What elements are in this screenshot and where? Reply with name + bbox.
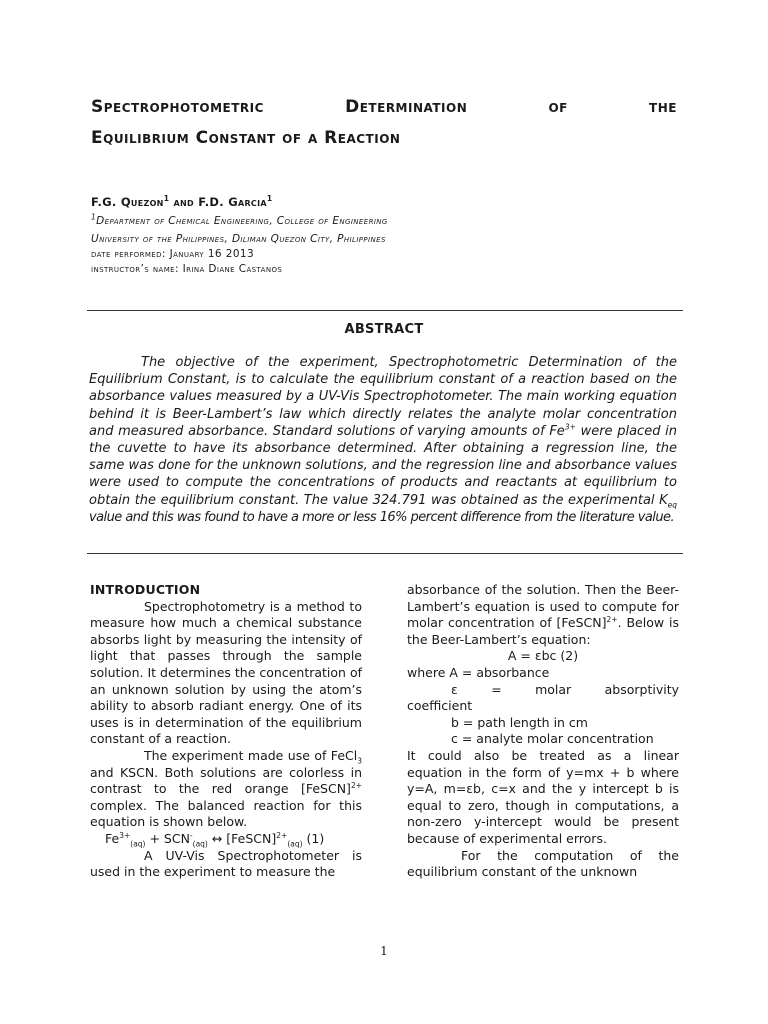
right-paragraph-2: It could also be treated as a linear equation in the form of y=mx + b where y=A, m=εb, c=x and the y intercept b is equal to zero, though in computations, a non-zero y-intercept would be present because of experimental errors. xyxy=(407,747,679,846)
intro-paragraph-2: The experiment made use of FeCl$_3$ and KSCN. Both solutions are colorless in contrast to the red orange [FeSCN]$^{2+}$ complex. The balanced reaction for this equation is shown below. xyxy=(90,747,362,830)
instructor-name: instructor’s name: Irina Diane Castanos xyxy=(91,263,283,275)
title-line-2: Equilibrium Constant of a Reaction xyxy=(91,128,401,148)
affiliation-line-2: University of the Philippines, Diliman Quezon City, Philippines xyxy=(91,233,386,245)
b-definition: b = path length in cm xyxy=(451,714,588,730)
abstract-heading: ABSTRACT xyxy=(344,322,424,337)
intro-paragraph-1: Spectrophotometry is a method to measure how much a chemical substance absorbs light by measuring the intensity of light that passes through the sample solution. It determines the concentration of an unknown solution by using the atom’s ability to absorb radiant energy. One of its uses is in determination of the equilibrium constant of a reaction. xyxy=(90,598,362,747)
right-paragraph-1: absorbance of the solution. Then the Beer-Lambert’s equation is used to compute for molar concentration of [FeSCN]$^{2+}$. Below is the Beer-Lambert’s equation: xyxy=(407,582,680,647)
c-definition: c = analyte molar concentration xyxy=(451,731,654,747)
page-number: 1 xyxy=(380,944,388,958)
reaction-equation: $Fe^{3+}_{(aq)} + SCN^-_{(aq)}$ ↔ [FeSCN]$^{2+}_{(aq)}$ (1) xyxy=(105,830,325,849)
title-word: the xyxy=(649,97,677,117)
where-absorbance: where A = absorbance xyxy=(407,664,550,680)
bottom-divider xyxy=(87,553,683,554)
title-word: Determination xyxy=(345,97,468,117)
title-word: of xyxy=(548,97,568,117)
introduction-heading: INTRODUCTION xyxy=(90,582,201,597)
authors: F.G. Quezon$^1$ and F.D. Garcia$^1$ xyxy=(91,194,273,209)
epsilon-definition-cont: coefficient xyxy=(407,698,473,714)
title-word: Spectrophotometric xyxy=(91,97,264,117)
left-column xyxy=(90,582,362,881)
right-paragraph-3: For the computation of the equilibrium constant of the unknown xyxy=(407,847,679,880)
epsilon-definition: ε = molar absorptivity xyxy=(451,681,679,697)
right-column xyxy=(407,582,679,881)
beer-lambert-equation: A = εbc (2) xyxy=(507,648,579,664)
paper-title xyxy=(91,92,677,154)
top-divider xyxy=(87,310,683,311)
affiliation-line-1: $^1$Department of Chemical Engineering, College of Engineering xyxy=(91,212,388,227)
abstract-text: The objective of the experiment, Spectrophotometric Determination of the Equilibrium Constant, is to calculate the equilibrium constant of a reaction based on the absorbance values measured by a UV-Vis Spectrophotometer. The main working equation behind it is Beer-Lambert’s law which directly relates the analyte molar concentration and measured absorbance. Standard solutions of varying amounts of $Fe^{3+}$ were placed in the cuvette to have its absorbance determined. After obtaining a regression line, the same was done for the unknown solutions, and the regression line and absorbance values were used to compute the concentrations of products and reactants at equilibrium to obtain the equilibrium constant. The value 324.791 was obtained as the experimental $K_{eq}$ value and this was found to have a more or less 16% percent difference from the literature value. xyxy=(89,355,677,525)
date-performed: date performed: January 16 2013 xyxy=(91,248,255,260)
intro-paragraph-3: A UV-Vis Spectrophotometer is used in the experiment to measure the xyxy=(90,847,362,880)
